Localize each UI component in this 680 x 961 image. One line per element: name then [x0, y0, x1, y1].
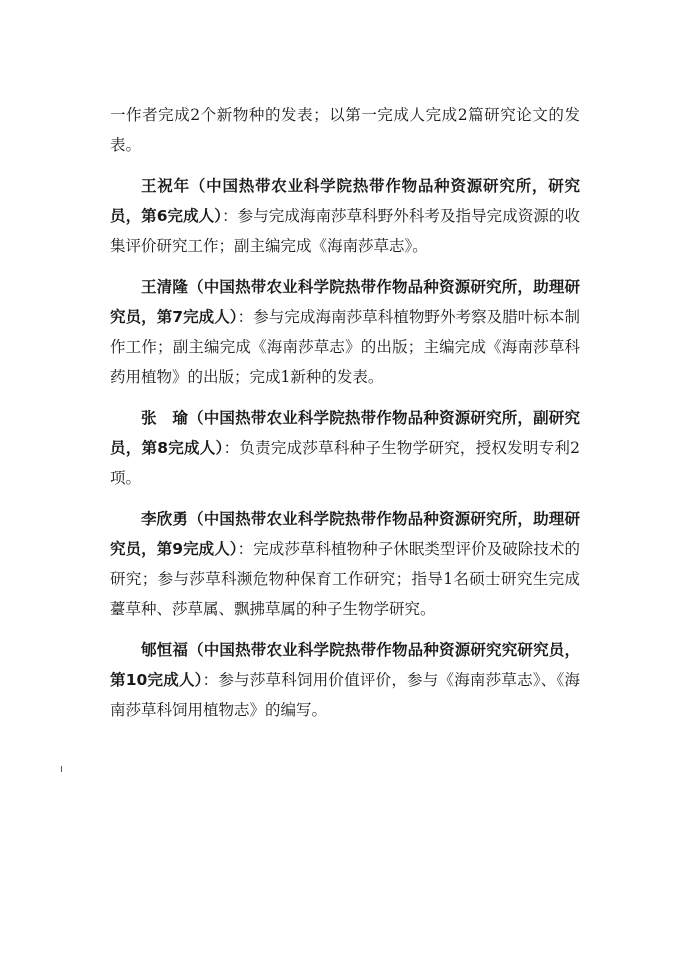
contributor-name: 郇恒福 — [141, 641, 189, 659]
contributor-paragraph-5 — [110, 635, 580, 725]
contributor-contribution: ：参与莎草科饲用价值评价，参与《海南莎草志》、《海南莎草科饲用植物志》的编写。 — [110, 671, 580, 719]
scan-mark — [61, 766, 62, 772]
contributor-affiliation: （中国热带农业科学院热带作物品种资源研究究研究员，第10完成人） — [110, 641, 580, 689]
contributor-affiliation: （中国热带农业科学院热带作物品种资源研究所，研究员，第6完成人） — [110, 177, 580, 225]
contributor-affiliation: （中国热带农业科学院热带作物品种资源研究所，助理研究员，第7完成人） — [110, 278, 580, 326]
paragraph-body: 一作者完成2个新物种的发表；以第一完成人完成2篇研究论文的发表。 — [110, 106, 580, 154]
contributor-name: 张 瑜 — [141, 409, 189, 427]
contributor-paragraph-4 — [110, 504, 580, 624]
document-page — [110, 100, 580, 736]
contributor-contribution: ：参与完成海南莎草科植物野外考察及腊叶标本制作工作；副主编完成《海南莎草志》的出版；主编完成《海南莎草科药用植物》的出版；完成1新种的发表。 — [110, 308, 580, 386]
contributor-name: 李欣勇 — [141, 510, 189, 528]
contributor-paragraph-2 — [110, 272, 580, 392]
contributor-contribution: ：参与完成海南莎草科野外科考及指导完成资源的收集评价研究工作；副主编完成《海南莎草志》。 — [110, 207, 580, 255]
contributor-contribution: ：负责完成莎草科种子生物学研究，授权发明专利2项。 — [110, 439, 580, 487]
paragraph-continuation — [110, 100, 580, 160]
contributor-paragraph-1 — [110, 171, 580, 261]
contributor-contribution: ：完成莎草科植物种子休眠类型评价及破除技术的研究；参与莎草科濒危物种保育工作研究；指导1名硕士研究生完成薹草种、莎草属、飘拂草属的种子生物学研究。 — [110, 540, 580, 618]
contributor-affiliation: （中国热带农业科学院热带作物品种资源研究所，副研究员，第8完成人） — [110, 409, 580, 457]
contributor-affiliation: （中国热带农业科学院热带作物品种资源研究所，助理研究员，第9完成人） — [110, 510, 580, 558]
contributor-name: 王祝年 — [141, 177, 190, 195]
contributor-name: 王清隆 — [141, 278, 189, 296]
contributor-paragraph-3 — [110, 403, 580, 493]
